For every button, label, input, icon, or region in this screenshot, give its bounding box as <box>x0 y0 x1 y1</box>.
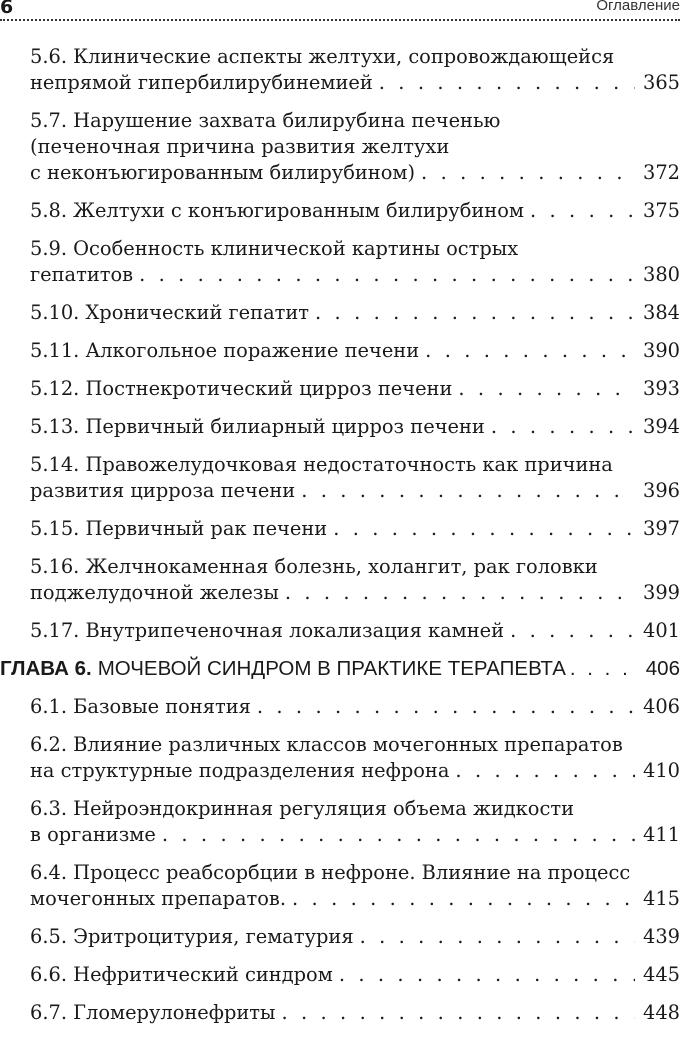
dot-leader <box>425 338 635 364</box>
toc-entry[interactable] <box>30 694 680 720</box>
dot-leader <box>333 516 635 542</box>
chapter-heading[interactable] <box>0 656 680 682</box>
dot-leader <box>281 1000 635 1026</box>
toc-entry-page-number: 365 <box>642 71 680 94</box>
toc-section-5 <box>0 44 680 644</box>
toc-section-6 <box>0 694 680 1026</box>
toc-entry-last-line <box>30 376 680 402</box>
toc-entry-last-line <box>30 758 680 784</box>
toc-entry-title-line: 6.7. Гломерулонефриты <box>30 1001 276 1024</box>
toc-entry-page-number: 406 <box>642 695 680 718</box>
toc-entry-title-line: 6.1. Базовые понятия <box>30 695 251 718</box>
toc-entry-last-line <box>30 580 680 606</box>
toc-entry-title-line: мочегонных препаратов. <box>30 887 287 910</box>
toc-entry[interactable] <box>30 414 680 440</box>
toc-entry-last-line <box>30 300 680 326</box>
toc-entry-page-number: 394 <box>642 415 680 438</box>
toc-entry[interactable] <box>30 338 680 364</box>
toc-entry-page-number: 384 <box>642 301 680 324</box>
toc-entry-title-line: 5.7. Нарушение захвата билирубина печенью <box>30 109 501 132</box>
toc-entry[interactable] <box>30 962 680 988</box>
toc-entry-title-line: непрямой гипербилирубинемией <box>30 71 373 94</box>
dot-leader <box>360 924 635 950</box>
toc-entry-title-line: поджелудочной железы <box>30 581 279 604</box>
toc-entry-title-line: 6.3. Нейроэндокринная регуляция объема жидкости <box>30 797 574 820</box>
toc-entry[interactable] <box>30 108 680 186</box>
toc-entry[interactable] <box>30 732 680 784</box>
toc-entry-title-line: на структурные подразделения нефрона <box>30 759 450 782</box>
toc-entry-page-number: 397 <box>642 517 680 540</box>
toc-entry-last-line <box>30 694 680 720</box>
toc-entry-page-number: 448 <box>642 1001 680 1024</box>
dot-leader <box>455 758 635 784</box>
toc-entry-last-line <box>30 160 680 186</box>
dot-leader <box>257 694 635 720</box>
toc-entry[interactable] <box>30 1000 680 1026</box>
dot-leader <box>530 198 635 224</box>
toc-entry-page-number: 415 <box>642 887 680 910</box>
page-number: 6 <box>0 0 14 18</box>
toc-entry-title-line: 6.6. Нефритический синдром <box>30 963 333 986</box>
toc-entry-title-line: 5.9. Особенность клинической картины острых <box>30 237 519 260</box>
header-dotted-rule <box>0 19 680 21</box>
toc-entry-title-line: 5.13. Первичный билиарный цирроз печени <box>30 415 485 438</box>
toc-entry-title-line: гепатитов <box>30 263 134 286</box>
toc-entry-last-line <box>30 886 680 912</box>
toc-entry-page-number: 390 <box>642 339 680 362</box>
toc-entry-last-line <box>30 618 680 644</box>
toc-entry-page-number: 410 <box>642 759 680 782</box>
toc-entry-last-line <box>30 198 680 224</box>
toc-entry-last-line <box>30 822 680 848</box>
toc-entry-title-line: (печеночная причина развития желтухи <box>30 135 450 158</box>
toc-entry-last-line <box>30 924 680 950</box>
toc-entry-title-line: 6.2. Влияние различных классов мочегонных препаратов <box>30 733 623 756</box>
chapter-page-number: 406 <box>645 657 680 680</box>
dot-leader <box>285 580 635 606</box>
toc-entry-last-line <box>30 516 680 542</box>
toc-entry-last-line <box>30 262 680 288</box>
toc-entry-title-line: с неконъюгированным билирубином) <box>30 161 416 184</box>
dot-leader <box>510 618 635 644</box>
table-of-contents <box>0 44 680 1038</box>
toc-entry[interactable] <box>30 860 680 912</box>
toc-entry[interactable] <box>30 516 680 542</box>
toc-entry-page-number: 401 <box>642 619 680 642</box>
toc-entry-page-number: 399 <box>642 581 680 604</box>
toc-entry-page-number: 380 <box>642 263 680 286</box>
toc-entry[interactable] <box>30 44 680 96</box>
toc-entry-last-line <box>30 478 680 504</box>
toc-entry-last-line <box>30 962 680 988</box>
toc-entry-title-line: 5.8. Желтухи с конъюгированным билирубином <box>30 199 524 222</box>
dot-leader <box>379 70 635 96</box>
running-head: Оглавление <box>596 0 680 14</box>
toc-entry[interactable] <box>30 452 680 504</box>
toc-entry-title-line: 5.16. Желчнокаменная болезнь, холангит, рак головки <box>30 555 598 578</box>
toc-entry[interactable] <box>30 554 680 606</box>
toc-entry-title-line: 5.12. Постнекротический цирроз печени <box>30 377 453 400</box>
chapter-title: МОЧЕВОЙ СИНДРОМ В ПРАКТИКЕ ТЕРАПЕВТА <box>97 657 566 680</box>
chapter-label: ГЛАВА 6. <box>0 657 92 680</box>
dot-leader <box>139 262 635 288</box>
dot-leader <box>491 414 635 440</box>
toc-entry-page-number: 393 <box>642 377 680 400</box>
dot-leader <box>292 886 635 912</box>
toc-entry[interactable] <box>30 924 680 950</box>
toc-entry[interactable] <box>30 236 680 288</box>
dot-leader <box>301 478 635 504</box>
toc-entry-page-number: 375 <box>642 199 680 222</box>
dot-leader <box>315 300 635 326</box>
toc-entry-title-line: 5.17. Внутрипеченочная локализация камней <box>30 619 505 642</box>
toc-entry-title-line: 6.4. Процесс реабсорбции в нефроне. Влияние на процесс <box>30 861 631 884</box>
page-header <box>0 0 680 20</box>
toc-entry-page-number: 396 <box>642 479 680 502</box>
toc-entry-page-number: 445 <box>642 963 680 986</box>
dot-leader <box>570 656 640 682</box>
toc-entry-title-line: 5.6. Клинические аспекты желтухи, сопровождающейся <box>30 45 615 68</box>
toc-entry-last-line <box>30 338 680 364</box>
toc-entry-title-line: 5.14. Правожелудочковая недостаточность как причина <box>30 453 613 476</box>
toc-entry-last-line <box>30 70 680 96</box>
toc-entry-page-number: 411 <box>642 823 680 846</box>
dot-leader <box>458 376 635 402</box>
toc-entry-last-line <box>30 414 680 440</box>
toc-entry-page-number: 372 <box>642 161 680 184</box>
toc-entry-title-line: развития цирроза печени <box>30 479 296 502</box>
toc-entry-last-line <box>30 1000 680 1026</box>
toc-entry[interactable] <box>30 796 680 848</box>
toc-entry[interactable] <box>30 376 680 402</box>
toc-entry-title-line: 5.15. Первичный рак печени <box>30 517 328 540</box>
toc-entry[interactable] <box>30 198 680 224</box>
toc-entry-title-line: 6.5. Эритроцитурия, гематурия <box>30 925 354 948</box>
toc-entry-title-line: в организме <box>30 823 156 846</box>
dot-leader <box>421 160 635 186</box>
dot-leader <box>162 822 635 848</box>
toc-entry-title-line: 5.10. Хронический гепатит <box>30 301 310 324</box>
toc-entry-page-number: 439 <box>642 925 680 948</box>
toc-entry[interactable] <box>30 618 680 644</box>
toc-entry-title-line: 5.11. Алкогольное поражение печени <box>30 339 420 362</box>
toc-entry[interactable] <box>30 300 680 326</box>
dot-leader <box>339 962 635 988</box>
